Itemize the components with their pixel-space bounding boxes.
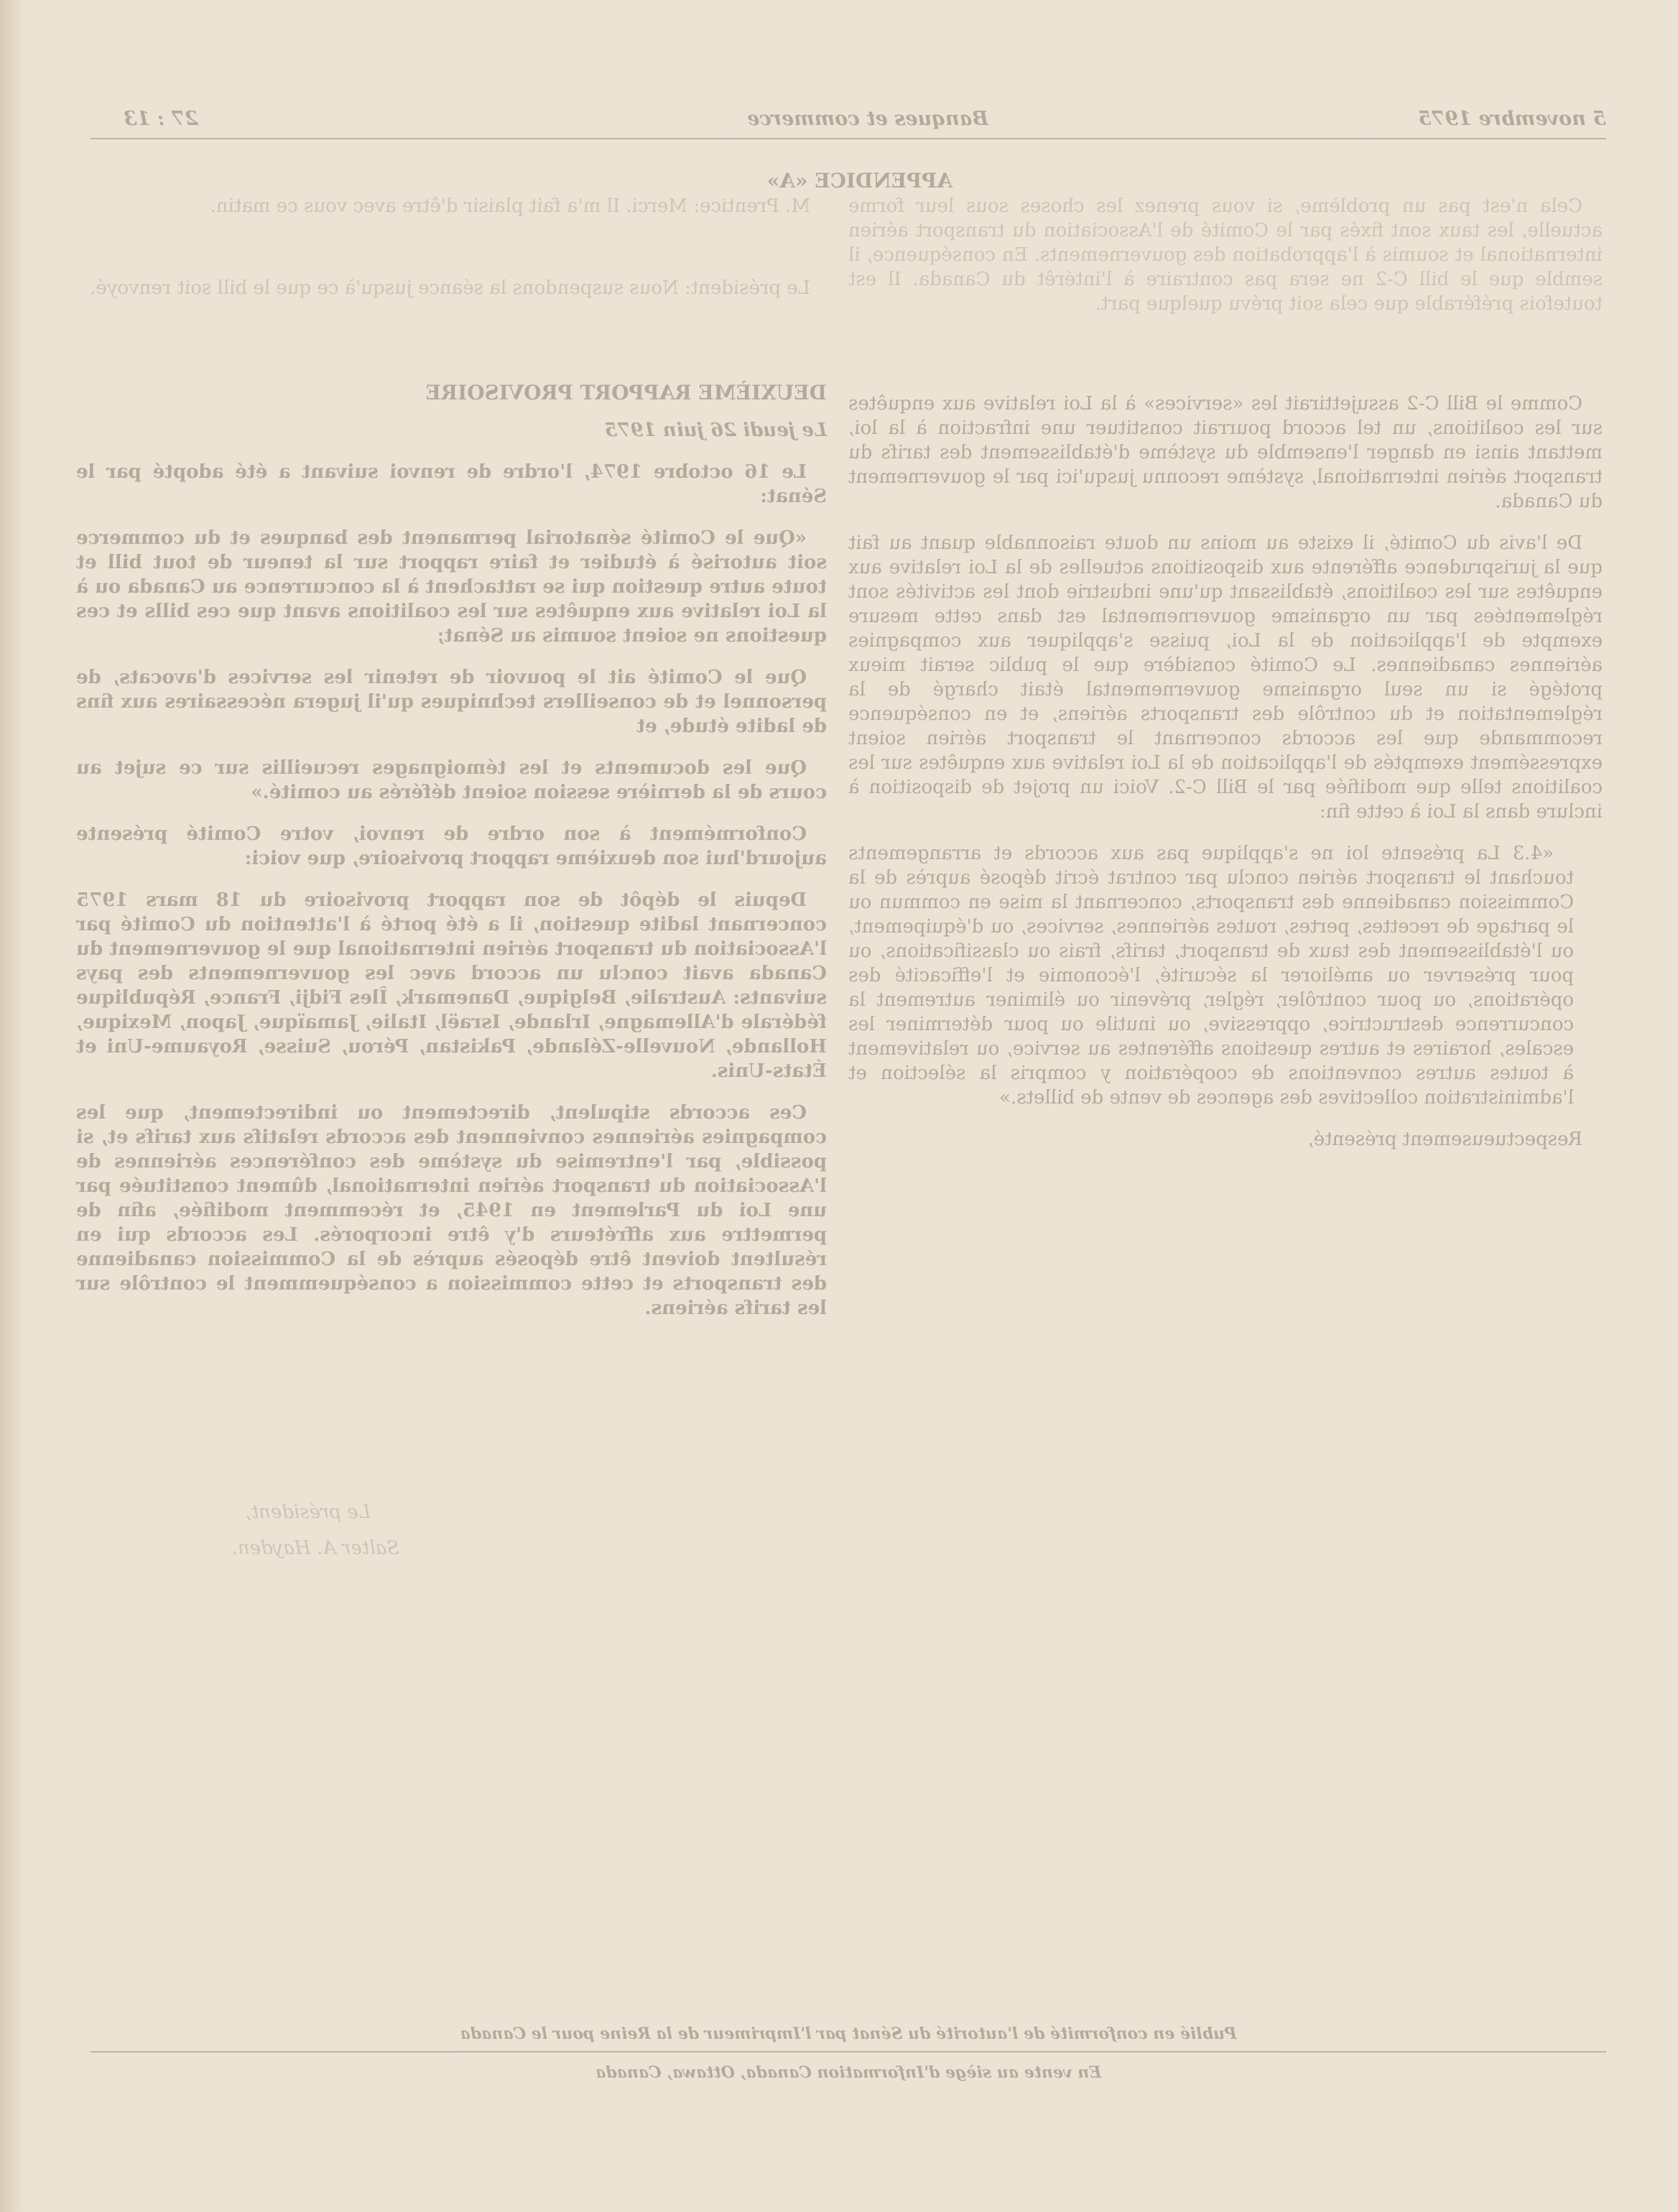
closing-remark: M. Prentice: Merci. Il m'a fait plaisir d'être avec vous ce matin. [210,195,810,217]
header-rule [91,138,1606,139]
report-paragraph: Le 16 octobre 1974, l'ordre de renvoi suivant a été adopté par le Sénat: [76,461,827,507]
report-heading: DEUXIÈME RAPPORT PROVISOIRE [425,381,827,404]
proposed-provision: «4.3 La présente loi ne s'applique pas aux accords et arrangements touchant le transport aérien conclu par contrat écrit déposé auprès de la Commission canadienne des transports, concernant la mise en commun ou le partage de recettes, pertes, routes aériennes, services, ou d'équipement, ou l'établissement des taux de transport, tarifs, frais ou classifications, ou pour préserver ou améliorer la sécurité, l'économie et l'efficacité des opérations, ou pour contrôler, régler, prévenir ou éliminer autrement la concurrence destructrice, oppressive, ou inutile ou pour déterminer les escales, horaires et autres questions afférentes au service, ou relativement à toutes autres conventions de coopération y compris la sélection et l'administration collectives des agences de vente de billets.» [848,843,1574,1109]
adjournment-remark: Le président: Nous suspendons la séance jusqu'à ce que le bill soit renvoyé. [90,277,810,299]
report-paragraph: Ces accords stipulent, directement ou indirectement, que les compagnies aériennes conviennent des accords relatifs aux tarifs et, si possible, par l'entremise du système des conférences aériennes de l'Association du transport aérien international, dûment constituée par une Loi du Parlement en 1945, et récemment modifiée, afin de permettre aux affréteurs d'y être incorporés. Les accords qui en résultent doivent être déposés auprès de la Commission canadienne des transports et cette commission a conséquemment le contrôle sur les tarifs aériens. [76,1102,827,1319]
report-paragraph: De l'avis du Comité, il existe au moins un doute raisonnable quant au fait que la jurisprudence afférente aux dispositions actuelles de la Loi relative aux enquêtes sur les coalitions, établissant qu'une industrie dont les activités sont réglementées par un organisme gouvernemental est dans cette mesure exempte de l'application de la Loi, puisse s'appliquer aux compagnies aériennes canadiennes. Le Comité considère que le public serait mieux protégé si un seul organisme gouvernemental était chargé de la réglementation et du contrôle des transports aériens, et en conséquence recommande que les accords concernant le transport aérien soient expressément exemptés de l'application de la Loi relative aux enquêtes sur les coalitions telle que modifiée par le Bill C-2. Voici un projet de disposition à inclure dans la Loi à cette fin: [848,532,1603,823]
signature-label: Le président, [245,1501,371,1523]
report-paragraph: Depuis le dépôt de son rapport provisoire du 18 mars 1975 concernant ladite question, il a été porté à l'attention du Comité par l'Association du transport aérien international que le gouvernement du Canada avait conclu un accord avec les gouvernements des pays suivants: Australie, Belgique, Danemark, Îles Fidji, France, République fédérale d'Allemagne, Irlande, Israël, Italie, Jamaïque, Japon, Mexique, Hollande, Nouvelle-Zélande, Pakistan, Pérou, Suisse, Royaume-Uni et États-Unis. [76,889,827,1082]
report-paragraph: Que les documents et les témoignages recueillis sur ce sujet au cours de la dernière session soient déférés au comité.» [76,757,827,803]
header-date: 5 novembre 1975 [1417,108,1606,130]
intro-paragraph: Cela n'est pas un problème, si vous prenez les choses sous leur forme actuelle, les taux sont fixés par le Comité de l'Association du transport aérien international et soumis à l'approbation des gouvernements. En conséquence, il semble que le bill C-2 ne sera pas contraire à l'intérêt du Canada. Il est toutefois préférable que cela soit prévu quelque part. [848,195,1603,315]
header-title: Banques et commerce [747,108,988,130]
report-column [76,381,827,1338]
right-column-top [76,194,830,318]
report-paragraph: Que le Comité ait le pouvoir de retenir les services d'avocats, de personnel et de conseillers techniques qu'il jugera nécessaires aux fins de ladite étude, et [76,667,827,737]
report-paragraph: «Que le Comité sénatorial permanent des banques et du commerce soit autorisé à étudier et faire rapport sur la teneur de tout bill et toute autre question qui se rattachent à la concurrence au Canada ou à la Loi relative aux enquêtes sur les coalitions avant que ces bills et ces questions ne soient soumis au Sénat; [76,527,827,647]
footer-rule [91,2051,1606,2053]
signature-name: Salter A. Hayden. [231,1537,399,1559]
report-paragraph: Comme le Bill C-2 assujettirait les «services» à la Loi relative aux enquêtes sur les coalitions, un tel accord pourrait constituer une infraction à la loi, mettant ainsi en danger l'ensemble du système d'établissement des tarifs du transport aérien international, système reconnu jusqu'ici par le gouvernement du Canada. [848,393,1603,512]
report-paragraph: Conformément à son ordre de renvoi, votre Comité présente aujourd'hui son deuxième rapport provisoire, que voici: [76,823,827,869]
report-date: Le jeudi 26 juin 1975 [604,420,827,441]
header-page: 27 : 13 [124,108,198,130]
running-header [91,108,1606,136]
footer-sale: En vente au siège d'Information Canada, Ottawa, Canada [595,2063,1102,2082]
footer-publication: Publié en conformité de l'autorité du Sénat par l'Imprimeur de la Reine pour le Canada [460,2024,1237,2043]
appendix-title: APPENDICE «A» [766,169,952,193]
left-column-top [848,194,1603,333]
continued-column [848,392,1603,1169]
closing-formula: Respectueusement présenté, [1307,1129,1582,1150]
